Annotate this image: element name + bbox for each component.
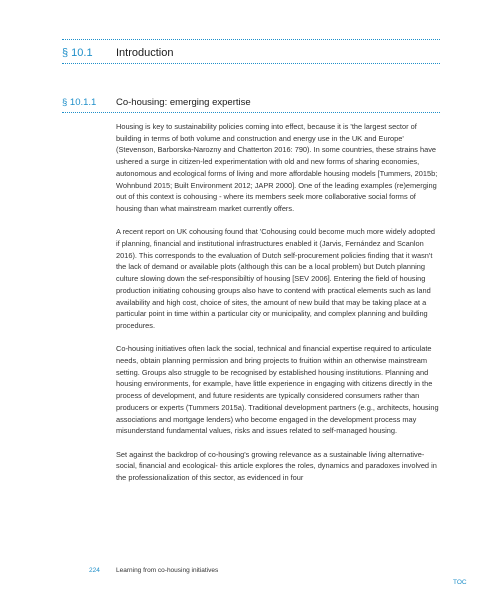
toc-link[interactable]: TOC: [453, 579, 467, 586]
dotted-rule-section: [62, 63, 440, 64]
subsection-number: § 10.1.1: [62, 97, 97, 108]
paragraph: A recent report on UK cohousing found that 'Cohousing could become much more widely adopted if planning, financial and institutional infrastructures enabled it (Jarvis, Fernández and Scanlon 2016). This corresponds to the evaluation of Dutch self-procurement policies finding that it wasn't the lack of demand or available plots (although this can be a local problem) but Dutch planning culture slowing down the sef-responsibiltiy of housing [SEV 2006]. Entering the field of housing production initiating cohousing groups also have to contend with practical elements such as land availability and high cost, choice of sites, the amount of new build that may be taking place at a particular point in time within a particular city or municipality, and complex planning and building procedures.: [116, 227, 435, 330]
running-title: Learning from co-housing initiatives: [116, 567, 219, 574]
section-title: Introduction: [116, 47, 174, 59]
subsection-title: Co-housing: emerging expertise: [116, 97, 251, 108]
section-number: § 10.1: [62, 47, 93, 59]
page-number: 224: [89, 567, 100, 574]
paragraph: Co-housing initiatives often lack the social, technical and financial expertise required to articulate needs, obtain planning permission and bring projects to fruition within an otherwise mainstream setting. Groups also struggle to be recognised by established housing institutions. Planning and housing environments, for example, have little experience in engaging with citizens directly in the process of development, and future residents are typically considered consumers rather than producers or experts (Tummers 2015a). Traditional development partners (e.g., architects, housing associations and mortgage lenders) who become engaged in the development process may misunderstand fundamental values, risks and issues related to self-managed housing.: [116, 344, 439, 436]
dotted-rule-subsection: [62, 112, 440, 113]
body-text: [116, 121, 440, 495]
paragraph: Set against the backdrop of co-housing's growing relevance as a sustainable living alternative- social, financial and ecological- this article explores the roles, dynamics and paradoxes involved in the professionalization of this sector, as evidenced in four: [116, 449, 437, 483]
paragraph: Housing is key to sustainability policies coming into effect, because it is 'the largest sector of building in terms of both volume and construction and energy use in the UK and Europe' (Stevenson, Barborska-Narozny and Chatterton 2016: 790). In some countries, these strains have ushered a surge in citizen-led experimentation with old and new forms of sharing economies, autonomous and ecological forms of living and more affordable housing models [Tummers, 2015b; Wohnbund 2015; Built Environment 2012; JAPR 2000]. One of the leading examples (re)emerging out of this context is cohousing - where its members seek more collaborative social forms of housing than what mainstream market currently offers.: [116, 122, 438, 213]
dotted-rule-top: [62, 39, 440, 40]
